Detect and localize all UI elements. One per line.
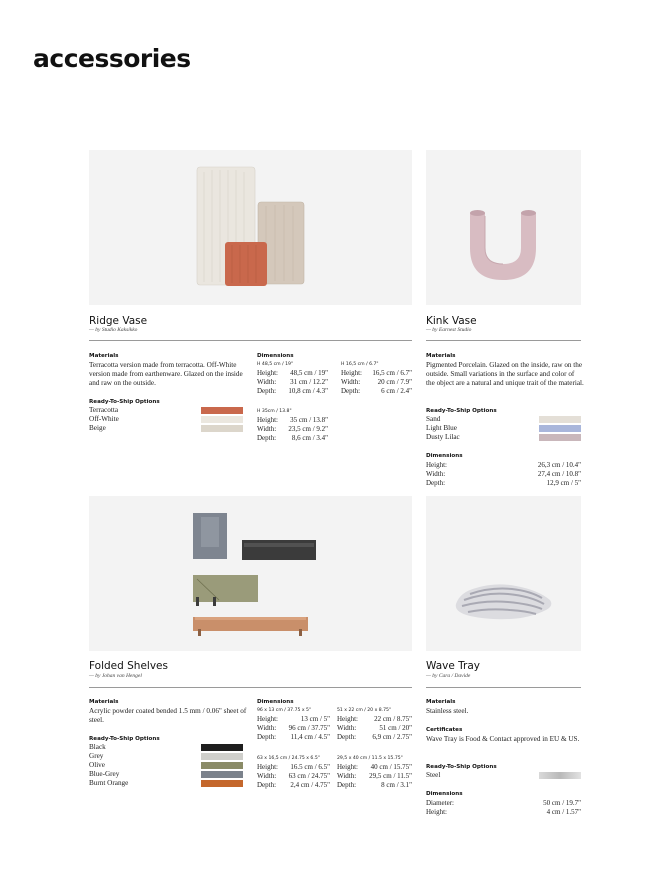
wave-dim-diameter: Diameter: 50 cm / 19.7"	[426, 799, 581, 807]
folded-shelves-image	[89, 496, 412, 651]
ridge-materials-label: Materials	[89, 353, 119, 359]
ridge-dim-3-height: Height: 35 cm / 13.8"	[257, 416, 328, 424]
kink-option-sand: Sand	[426, 415, 441, 423]
folded-dim-1-depth: Depth: 11,4 cm / 4.5"	[257, 733, 330, 741]
kink-materials-text: Pigmented Porcelain. Glazed on the inside, raw on the outside. Small variations in the surface and color of the object are a natural and unique trait of the material.	[426, 361, 584, 388]
ridge-swatch-beige[interactable]	[201, 425, 243, 432]
wave-option-steel: Steel	[426, 771, 441, 779]
wave-tray-divider	[426, 687, 581, 688]
ridge-vase-designer: — by Studio Kaksikko	[89, 327, 138, 333]
kink-vase-illustration	[426, 150, 581, 305]
kink-dim-width: Width: 27,4 cm / 10.8"	[426, 470, 581, 478]
ridge-dim-1-width: Width: 31 cm / 12.2"	[257, 378, 328, 386]
wave-tray-illustration	[426, 496, 581, 651]
page-title: accessories	[33, 44, 191, 73]
kink-dim-depth: Depth: 12,9 cm / 5"	[426, 479, 581, 487]
folded-option-burnt-orange: Burnt Orange	[89, 779, 129, 787]
wave-materials-text: Stainless steel.	[426, 707, 469, 715]
ridge-dim-head-3: H 35cm / 13.8"	[257, 409, 292, 414]
folded-swatch-grey[interactable]	[201, 753, 243, 760]
wave-certificates-text: Wave Tray is Food & Contact approved in EU & US.	[426, 735, 580, 743]
folded-dim-2-width: Width: 51 cm / 20"	[337, 724, 412, 732]
folded-swatch-black[interactable]	[201, 744, 243, 751]
folded-swatch-olive[interactable]	[201, 762, 243, 769]
folded-dim-4-width: Width: 29,5 cm / 11.5"	[337, 772, 412, 780]
folded-dim-4-height: Height: 40 cm / 15.75"	[337, 763, 412, 771]
ridge-option-beige: Beige	[89, 424, 106, 432]
folded-materials-label: Materials	[89, 699, 119, 705]
kink-swatch-dusty-lilac[interactable]	[539, 434, 581, 441]
folded-dimensions-label: Dimensions	[257, 699, 294, 705]
kink-dim-height: Height: 26,3 cm / 10.4"	[426, 461, 581, 469]
ridge-dim-3-width: Width: 23,5 cm / 9.2"	[257, 425, 328, 433]
folded-dim-3-width: Width: 63 cm / 24.75"	[257, 772, 330, 780]
ridge-options-label: Ready-To-Ship Options	[89, 399, 160, 405]
folded-option-black: Black	[89, 743, 106, 751]
ridge-dimensions-label: Dimensions	[257, 353, 294, 359]
ridge-dim-2-height: Height: 16,5 cm / 6.7"	[341, 369, 412, 377]
folded-dim-3-depth: Depth: 2,4 cm / 4.75"	[257, 781, 330, 789]
folded-option-blue-grey: Blue-Grey	[89, 770, 120, 778]
ridge-option-terracotta: Terracotta	[89, 406, 119, 414]
kink-vase-designer: — by Earnest Studio	[426, 327, 472, 333]
folded-shelves-divider	[89, 687, 412, 688]
folded-option-grey: Grey	[89, 752, 104, 760]
folded-shelves-illustration	[89, 496, 412, 651]
wave-certificates-label: Certificates	[426, 727, 463, 733]
kink-option-dusty-lilac: Dusty Lilac	[426, 433, 460, 441]
wave-tray-title: Wave Tray	[426, 660, 480, 672]
folded-shelves-designer: — by Johan van Hengel	[89, 673, 142, 679]
folded-option-olive: Olive	[89, 761, 105, 769]
ridge-vase-illustration	[89, 150, 412, 305]
kink-dimensions-label: Dimensions	[426, 453, 463, 459]
folded-materials-text: Acrylic powder coated bended 1.5 mm / 0.06" sheet of steel.	[89, 707, 247, 725]
kink-options-label: Ready-To-Ship Options	[426, 408, 497, 414]
ridge-dim-1-height: Height: 48,5 cm / 19"	[257, 369, 328, 377]
ridge-dim-1-depth: Depth: 10,8 cm / 4.3"	[257, 387, 328, 395]
folded-dim-head-3: 63 x 16,5 cm / 24.75 x 6.5"	[257, 756, 320, 761]
wave-dim-height: Height: 4 cm / 1.57"	[426, 808, 581, 816]
wave-swatch-steel[interactable]	[539, 772, 581, 779]
ridge-dim-2-width: Width: 20 cm / 7.9"	[341, 378, 412, 386]
folded-dim-head-4: 29,5 x 40 cm / 11.5 x 15.75"	[337, 756, 403, 761]
folded-dim-3-height: Height: 16.5 cm / 6.5"	[257, 763, 330, 771]
ridge-option-off-white: Off-White	[89, 415, 119, 423]
ridge-dim-3-depth: Depth: 8,6 cm / 3.4"	[257, 434, 328, 442]
folded-dim-1-height: Height: 13 cm / 5"	[257, 715, 330, 723]
ridge-materials-text: Terracotta version made from terracotta. Off-White version made from earthenware. Glazed on the inside and raw on the outside.	[89, 361, 243, 388]
ridge-swatch-terracotta[interactable]	[201, 407, 243, 414]
folded-dim-2-height: Height: 22 cm / 8.75"	[337, 715, 412, 723]
kink-swatch-light-blue[interactable]	[539, 425, 581, 432]
ridge-vase-image	[89, 150, 412, 305]
ridge-dim-2-depth: Depth: 6 cm / 2.4"	[341, 387, 412, 395]
kink-swatch-sand[interactable]	[539, 416, 581, 423]
folded-dim-4-depth: Depth: 8 cm / 3.1"	[337, 781, 412, 789]
folded-dim-1-width: Width: 96 cm / 37.75"	[257, 724, 330, 732]
wave-dimensions-label: Dimensions	[426, 791, 463, 797]
folded-shelves-title: Folded Shelves	[89, 660, 168, 672]
kink-vase-divider	[426, 340, 581, 341]
kink-materials-label: Materials	[426, 353, 456, 359]
folded-swatch-burnt-orange[interactable]	[201, 780, 243, 787]
wave-tray-designer: — by Cara / Davide	[426, 673, 471, 679]
folded-dim-2-depth: Depth: 6,9 cm / 2.75"	[337, 733, 412, 741]
kink-vase-image	[426, 150, 581, 305]
kink-vase-title: Kink Vase	[426, 315, 477, 327]
ridge-dim-head-2: H 16,5 cm / 6.7"	[341, 362, 379, 367]
folded-dim-head-1: 96 x 13 cm / 37.75 x 5"	[257, 708, 312, 713]
ridge-vase-divider	[89, 340, 412, 341]
folded-options-label: Ready-To-Ship Options	[89, 736, 160, 742]
wave-options-label: Ready-To-Ship Options	[426, 764, 497, 770]
ridge-dim-head-1: H 48,5 cm / 19"	[257, 362, 294, 367]
wave-materials-label: Materials	[426, 699, 456, 705]
ridge-swatch-off-white[interactable]	[201, 416, 243, 423]
kink-option-light-blue: Light Blue	[426, 424, 457, 432]
wave-tray-image	[426, 496, 581, 651]
folded-dim-head-2: 51 x 22 cm / 20 x 8.75"	[337, 708, 392, 713]
ridge-vase-title: Ridge Vase	[89, 315, 148, 327]
folded-swatch-blue-grey[interactable]	[201, 771, 243, 778]
